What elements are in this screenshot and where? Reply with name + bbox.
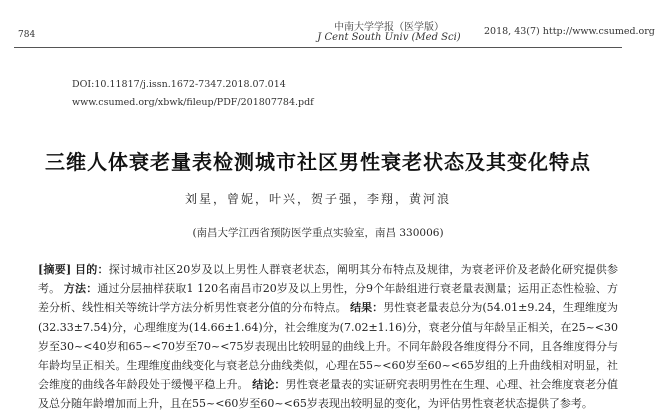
results-label: 结果：: [350, 301, 384, 315]
header-rule: [14, 47, 622, 48]
article-url[interactable]: www.csumed.org/xbwk/fileup/PDF/201807784.pdf: [72, 97, 314, 108]
journal-name-en: J Cent South Univ (Med Sci): [317, 32, 461, 43]
article-title: 三维人体衰老量表检测城市社区男性衰老状态及其变化特点: [45, 150, 591, 174]
abstract-label: [摘要]: [38, 263, 72, 276]
methods-text: 通过分层抽样获取1 120名南昌市20岁及以上男性，分9个年龄组进行衰老量表测量；运用正态性检验、方差分析、线性相关等统计学方法分析男性衰老分值的分布特点。: [38, 282, 619, 315]
results-text: 男性衰老量表总分为(54.01±9.24，生理维度为(32.33±7.54)分，心理维度为(14.66±1.64)分，社会维度为(7.02±1.16)分，衰老分值与年龄呈正相关，在25~<30岁至30~<40岁和65~<70岁至70~<75岁表现出比较明显的曲线上升。不同年龄段各维度得分不同，且各维度得分与年龄均呈正相关。生理维度曲线变化与衰老总分曲线类似，心理在55~<60岁至60~<65岁组的上升曲线相对明显，社会维度的曲线各年龄段处于缓慢平稳上升。: [38, 301, 619, 392]
journal-name-cn: 中南大学学报（医学版）: [334, 22, 444, 33]
objective-label: 目的：: [74, 263, 109, 276]
conclusion-text: 男性衰老量表的实证研究表明男性在生理、心理、社会维度衰老分值及总分随年龄增加而上升，且在55~<60岁至60~<65岁表现出较明显的变化，为评估男性衰老状态提供了参考。: [38, 378, 619, 411]
methods-label: 方法：: [63, 282, 98, 296]
affiliation: (南昌大学江西省预防医学重点实验室，南昌 330006): [192, 227, 444, 239]
abstract-block: [38, 260, 618, 414]
volume-info: 2018, 43(7) http://www.csumed.org: [484, 26, 655, 37]
author-list: 刘星，曾妮，叶兴，贺子强，李翔，黄河浪: [184, 192, 451, 206]
page-number: 784: [18, 30, 36, 40]
doi-text: DOI:10.11817/j.issn.1672-7347.2018.07.014: [72, 79, 286, 90]
objective-text: 探讨城市社区20岁及以上男性人群衰老状态，阐明其分布特点及规律，为衰老评价及老龄化研究提供参考。: [38, 263, 619, 296]
conclusion-label: 结论：: [252, 378, 286, 392]
